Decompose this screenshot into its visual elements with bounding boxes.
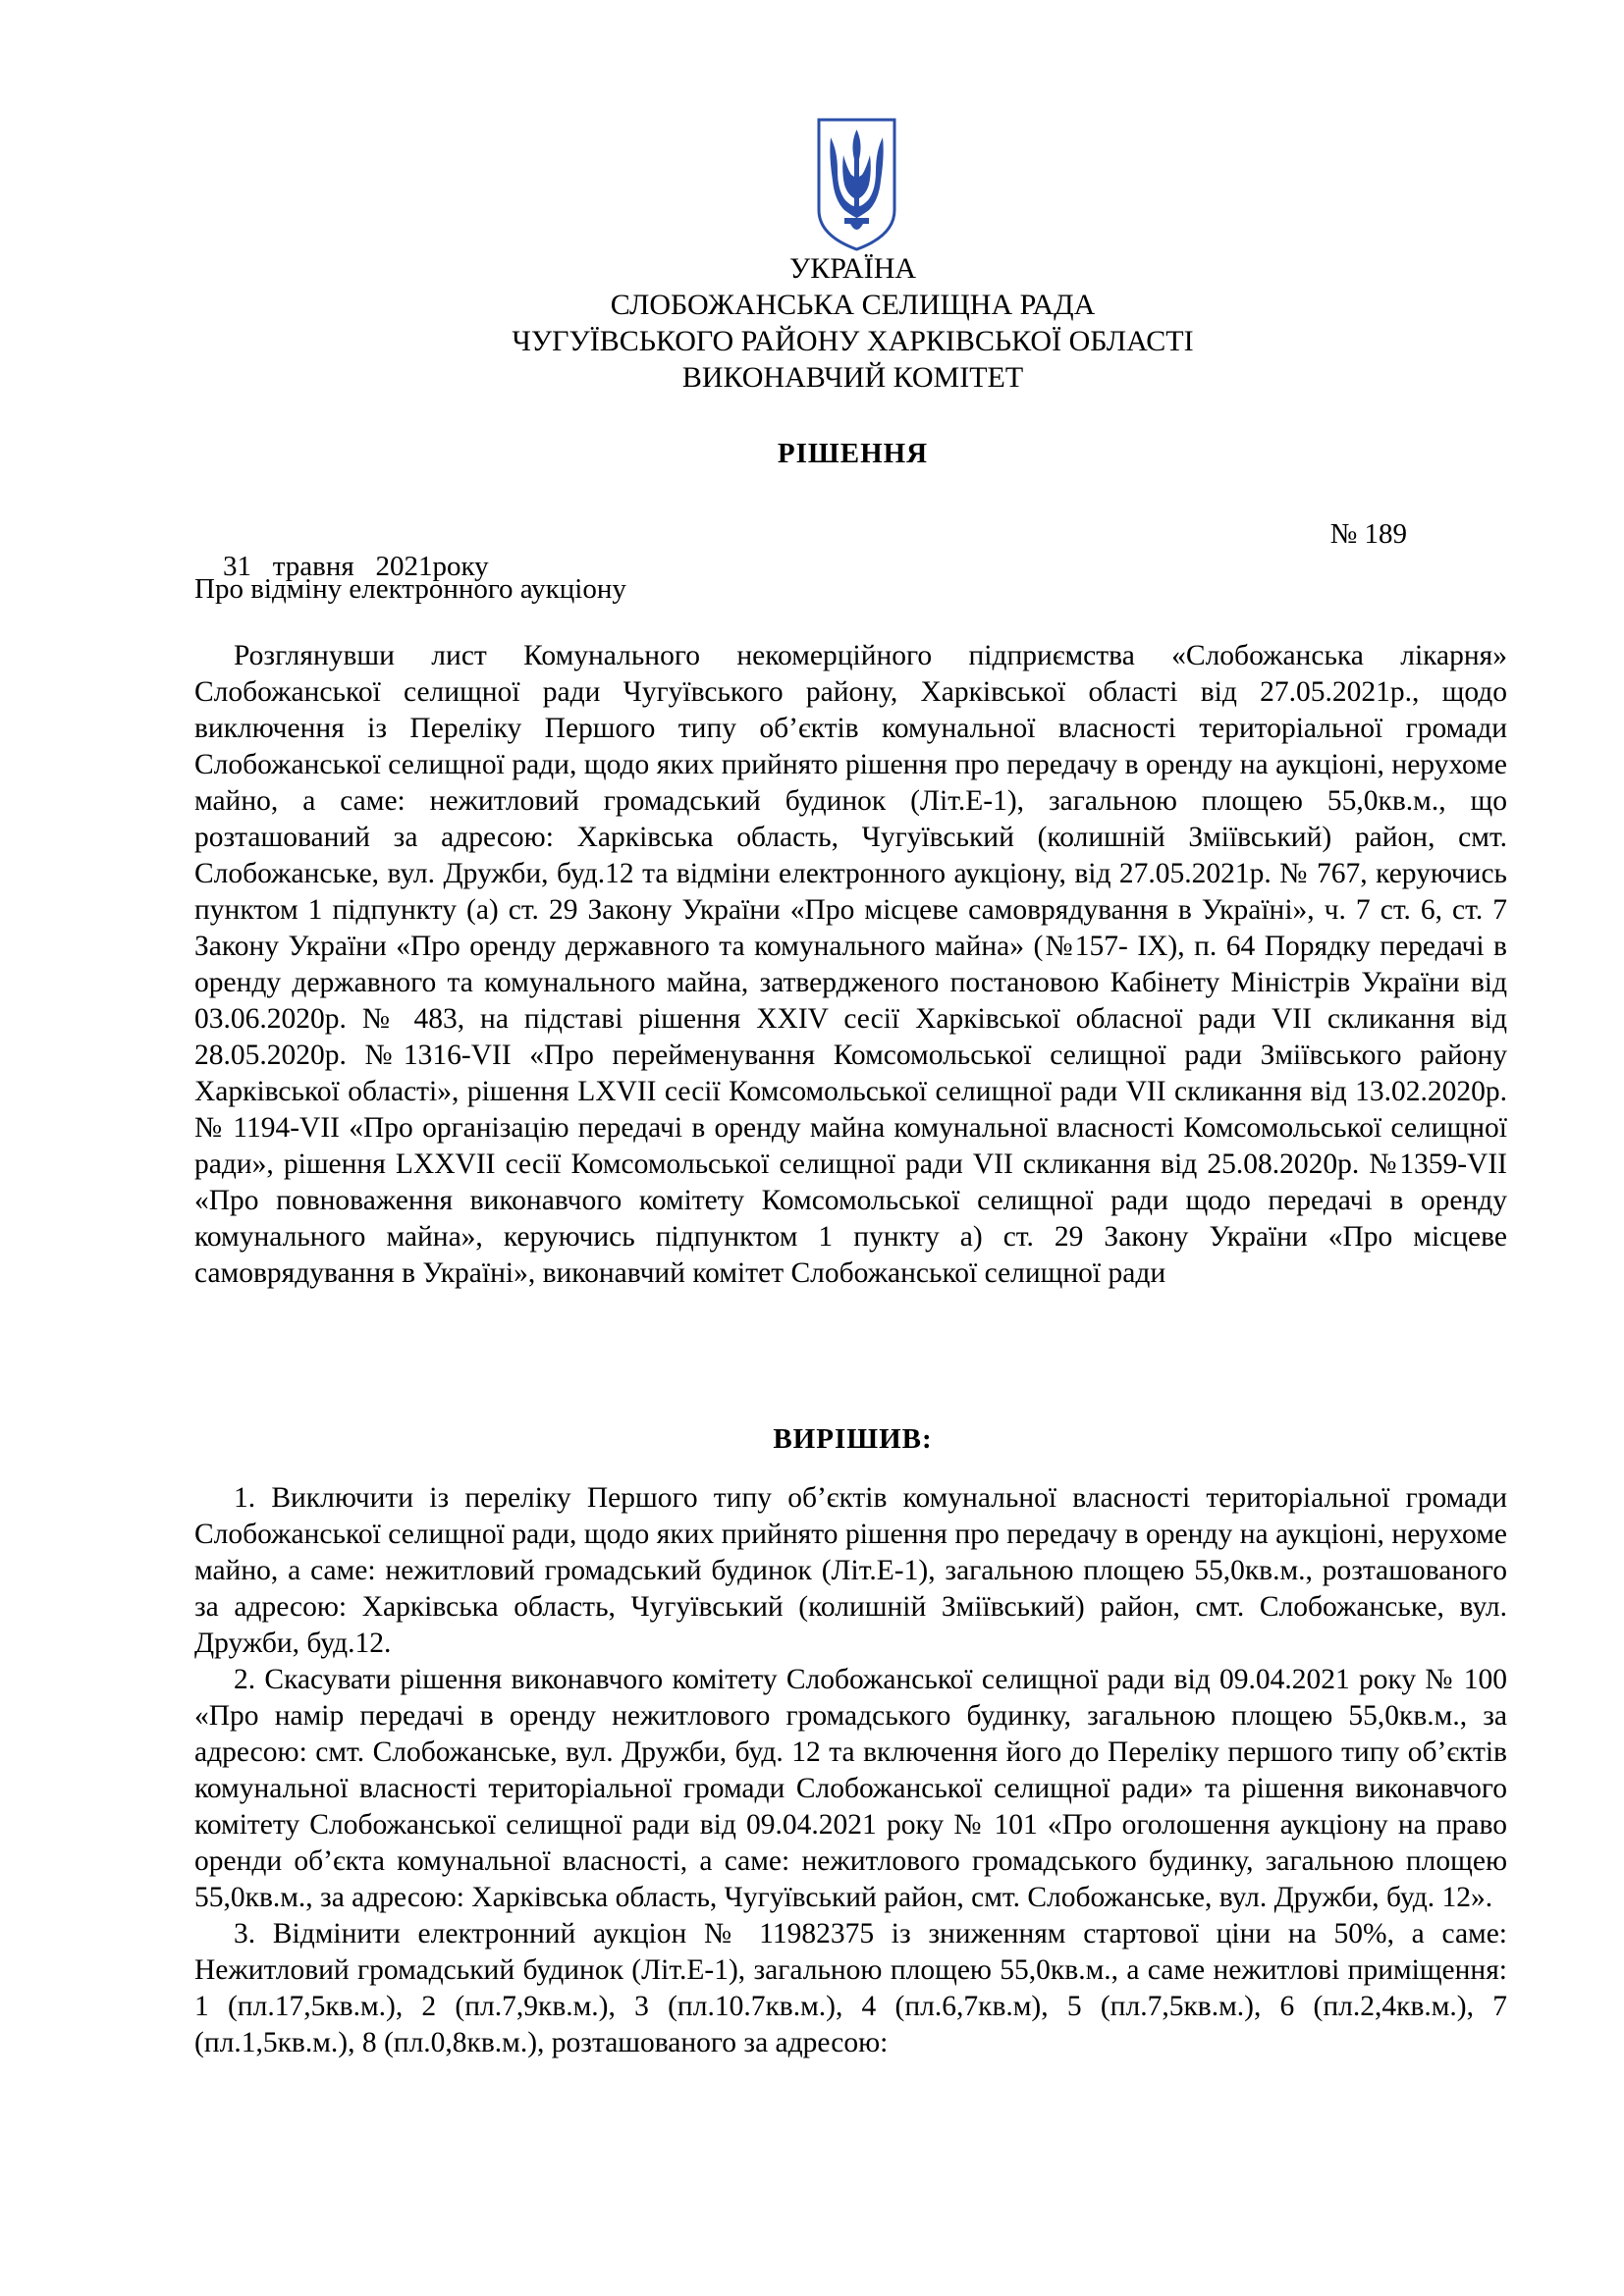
- decision-item: 3. Відмінити електронний аукціон № 11982375 із зниженням стартової ціни на 50%, а саме: Нежитловий громадський будинок (Літ.Е-1), загальною площею 55,0кв.м., а саме нежитлові приміщення: 1 (пл.17,5кв.м.), 2 (пл.7,9кв.м.), 3 (пл.10.7кв.м.), 4 (пл.6,7кв.м), 5 (пл.7,5кв.м.), 6 (пл.2,4кв.м.), 7 (пл.1,5кв.м.), 8 (пл.0,8кв.м.), розташованого за адресою:: [194, 1918, 1507, 2058]
- document-date: 31 травня 2021року: [223, 551, 489, 582]
- document-header: [196, 250, 1509, 396]
- header-committee: ВИКОНАВЧИЙ КОМІТЕТ: [681, 361, 1024, 394]
- header-country: УКРАЇНА: [788, 252, 917, 285]
- document-title: РІШЕННЯ: [777, 438, 929, 469]
- document-subject: Про відміну електронного аукціону: [194, 573, 626, 605]
- decision-item: 1. Виключити із переліку Першого типу об’єктів комунальної власності територіальної громади Слобожанської селищної ради, щодо яких прийнято рішення про передачу в оренду на аукціоні, нерухоме майно, а саме: нежитловий громадський будинок (Літ.Е-1), загальною площею 55,0кв.м., розташованого за адресою: Харківська область, Чугуївський (колишній Зміївський) район, смт. Слобожанське, вул. Дружби, буд.12.: [194, 1482, 1507, 1659]
- decided-heading: ВИРІШИВ:: [773, 1423, 933, 1455]
- preamble-paragraph: Розглянувши лист Комунального некомерційного підприємства «Слобожанська лікарня» Слобожанської селищної ради Чугуївського району, Харківської області від 27.05.2021р., щодо виключення із Переліку Першого типу об’єктів комунальної власності територіальної громади Слобожанської селищної ради, щодо яких прийнято рішення про передачу в оренду на аукціоні, нерухоме майно, а саме: нежитловий громадський будинок (Літ.Е-1), загальною площею 55,0кв.м., що розташований за адресою: Харківська область, Чугуївський (колишній Зміївський) район, смт. Слобожанське, вул. Дружби, буд.12 та відміни електронного аукціону, від 27.05.2021р. № 767, керуючись пунктом 1 підпункту (а) ст. 29 Закону України «Про місцеве самоврядування в Україні», ч. 7 ст. 6, ст. 7 Закону України «Про оренду державного та комунального майна» (№157- ІХ), п. 64 Порядку передачі в оренду державного та комунального майна, затвердженого постановою Кабінету Міністрів України від 03.06.2020р. № 483, на підставі рішення XXIV сесії Харківської обласної ради VII скликання від 28.05.2020р. №1316-VII «Про перейменування Комсомольської селищної ради Зміївського району Харківської області», рішення LXVII сесії Комсомольської селищної ради VII скликання від 13.02.2020р. № 1194-VII «Про організацію передачі в оренду майна комунальної власності Комсомольської селищної ради», рішення LXXVII сесії Комсомольської селищної ради VII скликання від 25.08.2020р. №1359-VII «Про повноваження виконавчого комітету Комсомольської селищної ради щодо передачі в оренду комунального майна», керуючись підпунктом 1 пункту а) ст. 29 Закону України «Про місцеве самоврядування в Україні», виконавчий комітет Слобожанської селищної ради: [194, 640, 1507, 1289]
- decision-items: [194, 1480, 1507, 2061]
- decision-item: 2. Скасувати рішення виконавчого комітету Слобожанської селищної ради від 09.04.2021 року № 100 «Про намір передачі в оренду нежитлового громадського будинку, загальною площею 55,0кв.м., за адресою: смт. Слобожанське, вул. Дружби, буд. 12 та включення його до Переліку першого типу об’єктів комунальної власності територіальної громади Слобожанської селищної ради» та рішення виконавчого комітету Слобожанської селищної ради від 09.04.2021 року № 101 «Про оголошення аукціону на право оренди об’єкта комунальної власності, а саме: нежитлового громадського будинку, загальною площею 55,0кв.м., за адресою: Харківська область, Чугуївський район, смт. Слобожанське, вул. Дружби, буд. 12».: [194, 1664, 1507, 1913]
- trident-coat-of-arms-icon: [815, 116, 898, 253]
- header-council: СЛОБОЖАНСЬКА СЕЛИЩНА РАДА: [610, 289, 1096, 321]
- document-number: № 189: [1329, 518, 1407, 550]
- header-district: ЧУГУЇВСЬКОГО РАЙОНУ ХАРКІВСЬКОЇ ОБЛАСТІ: [512, 325, 1194, 357]
